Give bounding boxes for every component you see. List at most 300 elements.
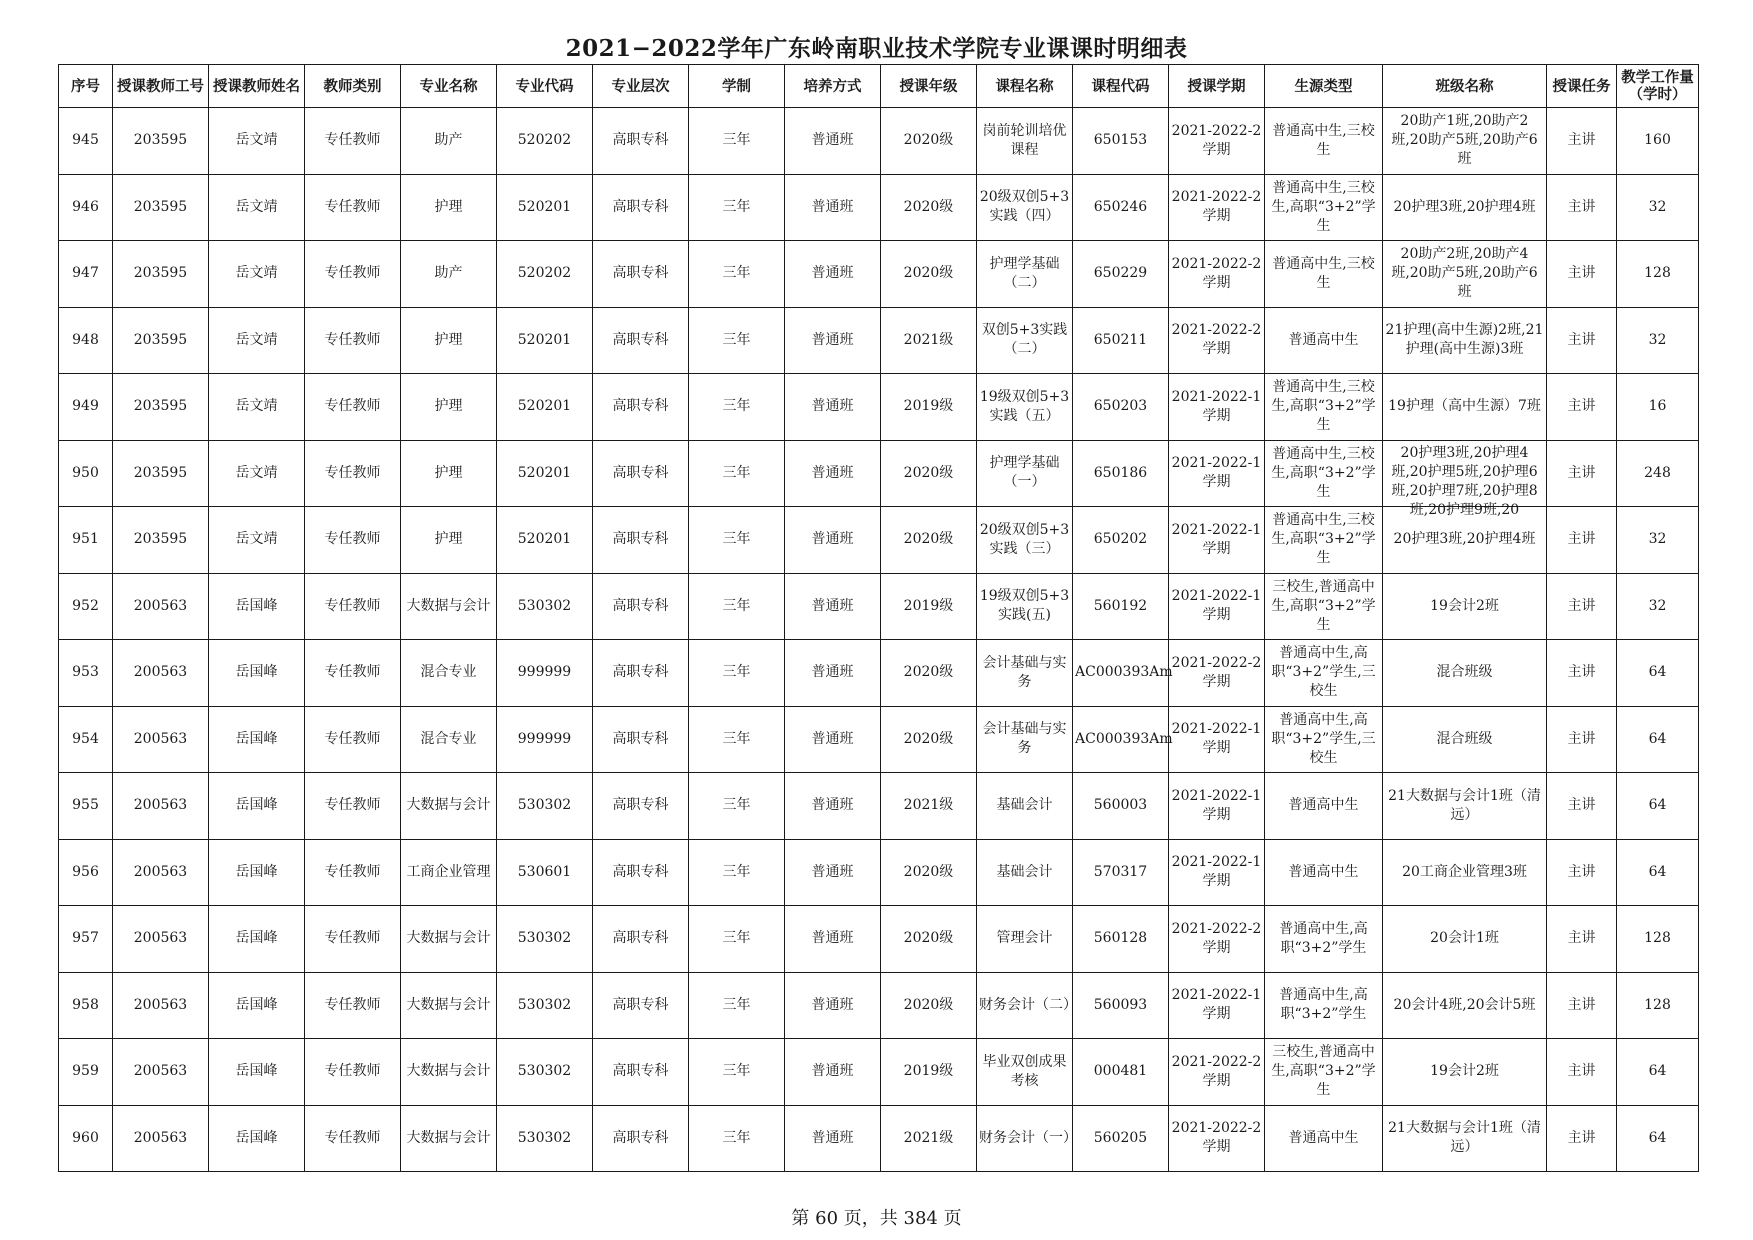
table-cell [881,241,977,308]
table-cell [1547,374,1617,441]
cell-text: 三校生,普通高中生,高职“3+2”学生 [1271,1044,1376,1099]
table-cell [1617,108,1699,175]
table-cell [209,507,305,574]
table-cell [1073,773,1169,840]
table-cell [1617,706,1699,773]
cell-text: 专任教师 [324,797,381,814]
table-cell [113,108,209,175]
cell-text: 64 [1648,1129,1667,1146]
table-cell [209,839,305,906]
cell-text: 2020级 [903,863,954,880]
cell-text: 945 [72,132,99,149]
cell-text: 普通班 [811,531,854,548]
table-cell [785,241,881,308]
cell-text: 2021-2022-1学期 [1171,787,1262,823]
table-cell [305,108,401,175]
cell-text: 953 [72,664,99,681]
cell-text: 32 [1648,331,1667,348]
cell-text: 三年 [722,664,751,681]
cell-text: 2020级 [903,531,954,548]
cell-text: 950 [72,464,99,481]
cell-text: 岳国峰 [235,1063,278,1080]
cell-text: 三年 [722,730,751,747]
table-cell [497,573,593,640]
table-cell [689,307,785,374]
table-row [59,906,1699,973]
table-cell [1383,440,1547,519]
cell-text: 203595 [133,531,188,548]
cell-text: 岳国峰 [235,597,278,614]
table-cell [977,507,1073,574]
cell-text: 200563 [133,597,188,614]
table-cell [593,440,689,507]
cell-text: 高职专科 [612,664,669,681]
table-cell [1169,839,1265,906]
cell-text: 普通高中生 [1288,1129,1359,1146]
table-cell [1169,241,1265,308]
cell-text: 混合专业 [420,664,477,681]
table-cell [593,706,689,773]
table-cell [401,1105,497,1172]
table-row [59,374,1699,441]
cell-text: 护理 [434,398,463,415]
column-header: 授课教师工号 [113,65,209,108]
table-cell [689,972,785,1039]
table-cell [689,573,785,640]
cell-text: 专任教师 [324,664,381,681]
table-cell [593,307,689,374]
cell-text: 160 [1644,132,1671,149]
table-cell [497,307,593,374]
cell-text: 954 [72,730,99,747]
table-cell [1617,972,1699,1039]
table-cell [1547,706,1617,773]
cell-text: 主讲 [1567,198,1596,215]
table-cell [1073,640,1173,707]
cell-text: 203595 [133,198,188,215]
table-cell [785,108,881,175]
cell-text: 520201 [517,398,572,415]
column-header: 授课年级 [881,65,977,108]
table-cell [1617,241,1699,308]
cell-text: 2020级 [903,198,954,215]
table-cell [497,640,593,707]
cell-text: 2019级 [903,597,954,614]
table-cell [1073,307,1169,374]
cell-text: 岳文靖 [235,464,278,481]
column-header: 授课任务 [1547,65,1617,108]
table-cell [401,773,497,840]
table-cell [305,839,401,906]
table-cell [881,1105,977,1172]
table-cell [785,1039,881,1106]
cell-text: 会计基础与实务 [982,721,1067,757]
cell-text: 三校生,普通高中生,高职“3+2”学生 [1271,578,1376,633]
cell-text: 560192 [1093,597,1148,614]
table-cell [1383,241,1547,308]
table-cell [1073,573,1169,640]
table-cell [1265,1039,1383,1106]
cell-text: 高职专科 [612,331,669,348]
cell-text: 岳文靖 [235,265,278,282]
cell-text: 19会计2班 [1430,1063,1499,1080]
table-cell [881,839,977,906]
table-cell [113,839,209,906]
cell-text: 专任教师 [324,331,381,348]
cell-text: 19护理（高中生源）7班 [1388,398,1541,415]
cell-text: 主讲 [1567,797,1596,814]
table-cell [113,1105,209,1172]
cell-text: 203595 [133,132,188,149]
cell-text: 248 [1644,464,1671,481]
table-cell [881,906,977,973]
table-cell [593,640,689,707]
table-cell [497,773,593,840]
cell-text: 2021-2022-1学期 [1171,388,1262,424]
column-header: 教师类别 [305,65,401,108]
cell-text: 2021级 [903,331,954,348]
table-cell [401,839,497,906]
table-cell [977,839,1073,906]
cell-text: 21护理(高中生源)2班,21护理(高中生源)3班 [1385,322,1544,358]
cell-text: 200563 [133,730,188,747]
table-cell [59,573,113,640]
table-cell [59,773,113,840]
column-header: 授课学期 [1169,65,1265,108]
table-cell [305,972,401,1039]
cell-text: 主讲 [1567,531,1596,548]
cell-text: AC000393Am [1075,730,1173,747]
cell-text: 普通高中生,三校生,高职“3+2”学生 [1271,179,1376,234]
table-cell [1547,773,1617,840]
cell-text: 200563 [133,996,188,1013]
table-cell [59,640,113,707]
cell-text: 高职专科 [612,863,669,880]
cell-text: 650153 [1093,132,1148,149]
cell-text: 三年 [722,996,751,1013]
cell-text: 主讲 [1567,398,1596,415]
cell-text: 主讲 [1567,1063,1596,1080]
cell-text: 普通高中生,三校生,高职“3+2”学生 [1271,512,1376,567]
table-cell [1617,174,1699,241]
column-header: 培养方式 [785,65,881,108]
table-cell [113,307,209,374]
table-cell [401,440,497,507]
table-cell [59,906,113,973]
cell-text: 530302 [517,1063,572,1080]
cell-text: 960 [72,1129,99,1146]
cell-text: 999999 [517,664,572,681]
table-cell [1073,440,1169,507]
table-cell [1547,972,1617,1039]
cell-text: 高职专科 [612,531,669,548]
table-cell [1383,1105,1547,1172]
table-cell [113,773,209,840]
cell-text: 650211 [1093,331,1148,348]
table-row [59,174,1699,241]
cell-text: 大数据与会计 [406,597,491,614]
table-cell [113,1039,209,1106]
cell-text: 2021-2022-2学期 [1171,1053,1262,1089]
table-cell [977,440,1073,507]
table-cell [209,307,305,374]
cell-text: 岳国峰 [235,1129,278,1146]
cell-text: 双创5+3实践（二） [981,322,1068,358]
cell-text: 普通高中生,高职“3+2”学生 [1279,920,1368,956]
table-cell [785,640,881,707]
table-cell [1547,241,1617,308]
cell-text: 专任教师 [324,531,381,548]
table-cell [1547,1105,1617,1172]
table-cell [1617,839,1699,906]
table-cell [1073,174,1169,241]
table-cell [401,706,497,773]
table-cell [785,440,881,507]
table-cell [497,972,593,1039]
cell-text: 560205 [1093,1129,1148,1146]
table-cell [1073,374,1169,441]
cell-text: 高职专科 [612,398,669,415]
cell-text: 2020级 [903,464,954,481]
table-cell [1383,374,1547,441]
table-cell [1073,1039,1169,1106]
table-cell [977,773,1073,840]
cell-text: 949 [72,398,99,415]
table-cell [689,640,785,707]
table-cell [1383,307,1547,374]
table-cell [209,440,305,507]
table-cell [1617,573,1699,640]
table-cell [1073,241,1169,308]
cell-text: 20级双创5+3实践（四） [979,189,1070,225]
table-cell [209,108,305,175]
table-cell [401,174,497,241]
cell-text: 520201 [517,198,572,215]
table-cell [1383,839,1547,906]
cell-text: 三年 [722,1129,751,1146]
table-row [59,108,1699,175]
cell-text: 64 [1648,1063,1667,1080]
table-cell [881,307,977,374]
cell-text: 岳国峰 [235,797,278,814]
table-row [59,773,1699,840]
cell-text: 岳国峰 [235,863,278,880]
table-cell [1383,706,1547,773]
cell-text: 主讲 [1567,597,1596,614]
cell-text: 普通高中生,三校生,高职“3+2”学生 [1271,379,1376,434]
cell-text: 混合班级 [1436,730,1493,747]
cell-text: 主讲 [1567,132,1596,149]
cell-text: 19级双创5+3实践（五） [979,388,1070,424]
table-cell [1265,241,1383,308]
cell-text: 专任教师 [324,730,381,747]
cell-text: 200563 [133,797,188,814]
column-header: 授课教师姓名 [209,65,305,108]
table-cell [593,374,689,441]
table-cell [1383,108,1547,175]
table-cell [305,640,401,707]
cell-text: 专任教师 [324,464,381,481]
cell-text: 普通高中生,高职“3+2”学生 [1279,987,1368,1023]
cell-text: 32 [1648,531,1667,548]
cell-text: 高职专科 [612,1063,669,1080]
cell-text: 520201 [517,331,572,348]
table-cell [59,374,113,441]
cell-text: 957 [72,930,99,947]
cell-text: 专任教师 [324,132,381,149]
table-cell [689,706,785,773]
table-cell [593,839,689,906]
cell-text: 650202 [1093,531,1148,548]
table-cell [689,906,785,973]
table-cell [401,307,497,374]
cell-text: 20助产1班,20助产2班,20助产5班,20助产6班 [1391,113,1538,168]
cell-text: 岳国峰 [235,730,278,747]
cell-text: 2020级 [903,730,954,747]
cell-text: 999999 [517,730,572,747]
cell-text: 混合班级 [1436,664,1493,681]
table-cell [1073,1105,1169,1172]
cell-text: 2021级 [903,797,954,814]
cell-text: 64 [1648,863,1667,880]
cell-text: 19会计2班 [1430,597,1499,614]
table-cell [1547,507,1617,574]
cell-text: 岳文靖 [235,398,278,415]
table-cell [401,241,497,308]
column-header: 专业代码 [497,65,593,108]
table-cell [209,706,305,773]
table-cell [1383,573,1547,640]
table-cell [1547,440,1617,507]
table-cell [497,108,593,175]
table-cell [1073,108,1169,175]
table-cell [305,773,401,840]
cell-text: 高职专科 [612,597,669,614]
table-cell [881,374,977,441]
cell-text: 560128 [1093,930,1148,947]
table-row [59,640,1699,707]
cell-text: 普通班 [811,1129,854,1146]
table-cell [1617,440,1699,507]
cell-text: 护理 [434,464,463,481]
cell-text: 普通班 [811,664,854,681]
table-cell [1169,972,1265,1039]
table-row [59,241,1699,308]
cell-text: 主讲 [1567,996,1596,1013]
cell-text: 2021-2022-1学期 [1171,854,1262,890]
table-cell [881,972,977,1039]
cell-text: 普通高中生 [1288,797,1359,814]
cell-text: 203595 [133,265,188,282]
column-header: 课程代码 [1073,65,1169,108]
table-cell [977,972,1077,1039]
table-cell [305,307,401,374]
cell-text: 大数据与会计 [406,996,491,1013]
cell-text: 基础会计 [996,797,1053,814]
table-cell [113,972,209,1039]
cell-text: 大数据与会计 [406,1063,491,1080]
cell-text: 2021-2022-2学期 [1171,654,1262,690]
table-cell [977,1105,1077,1172]
table-cell [1547,573,1617,640]
table-cell [1265,839,1383,906]
table-cell [1617,507,1699,574]
cell-text: 普通班 [811,996,854,1013]
cell-text: 520201 [517,464,572,481]
cell-text: 三年 [722,132,751,149]
cell-text: 2021级 [903,1129,954,1146]
cell-text: 64 [1648,730,1667,747]
cell-text: 护理 [434,198,463,215]
cell-text: 2020级 [903,265,954,282]
cell-text: 岳文靖 [235,198,278,215]
cell-text: 普通高中生,高职“3+2”学生,三校生 [1271,645,1376,700]
table-cell [785,706,881,773]
cell-text: 2021-2022-2学期 [1171,322,1262,358]
cell-text: 助产 [434,265,463,282]
cell-text: 三年 [722,1063,751,1080]
table-cell [977,174,1073,241]
cell-text: 530302 [517,996,572,1013]
table-cell [1265,906,1383,973]
table-cell [689,108,785,175]
cell-text: 200563 [133,1129,188,1146]
cell-text: 2021-2022-2学期 [1171,189,1262,225]
cell-text: 203595 [133,331,188,348]
cell-text: 专任教师 [324,930,381,947]
table-cell [881,640,977,707]
table-cell [1383,1039,1547,1106]
column-header: 教学工作量（学时） [1617,65,1699,108]
cell-text: 主讲 [1567,664,1596,681]
table-cell [881,1039,977,1106]
cell-text: 560093 [1093,996,1148,1013]
cell-text: 2021-2022-1学期 [1171,455,1262,491]
table-cell [1383,640,1547,707]
cell-text: 2019级 [903,398,954,415]
cell-text: 520202 [517,132,572,149]
table-cell [113,706,209,773]
cell-text: 普通班 [811,132,854,149]
table-cell [401,108,497,175]
page-footer: 第 60 页，共 384 页 [791,1208,962,1229]
table-cell [59,1105,113,1172]
table-cell [593,174,689,241]
cell-text: 大数据与会计 [406,797,491,814]
cell-text: 基础会计 [996,863,1053,880]
table-cell [401,1039,497,1106]
cell-text: 普通班 [811,730,854,747]
table-cell [305,440,401,507]
cell-text: 32 [1648,597,1667,614]
table-cell [113,507,209,574]
cell-text: 20工商企业管理3班 [1402,863,1527,880]
cell-text: 专任教师 [324,398,381,415]
cell-text: 管理会计 [996,930,1053,947]
cell-text: 普通高中生,三校生 [1272,122,1375,158]
cell-text: 2021-2022-1学期 [1171,588,1262,624]
table-cell [785,1105,881,1172]
table-row [59,1105,1699,1172]
cell-text: 2021-2022-2学期 [1171,255,1262,291]
cell-text: 200563 [133,1063,188,1080]
cell-text: 530302 [517,797,572,814]
table-cell [1547,906,1617,973]
table-cell [113,241,209,308]
cell-text: 200563 [133,930,188,947]
cell-text: 专任教师 [324,265,381,282]
table-cell [1617,307,1699,374]
